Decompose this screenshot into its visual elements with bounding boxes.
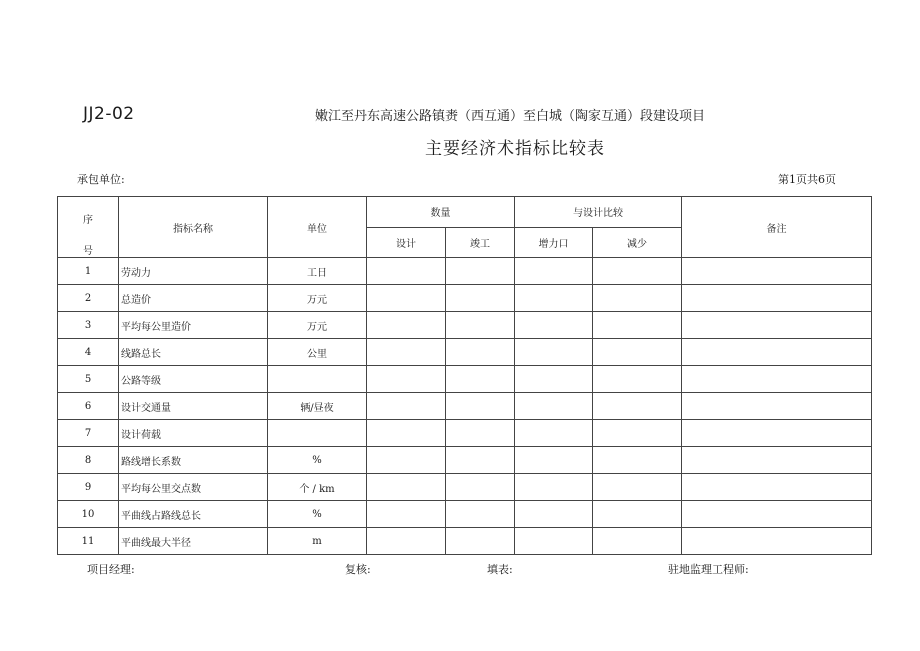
- indicator-unit: [268, 366, 367, 393]
- design-value-cell[interactable]: [367, 366, 446, 393]
- row-number: 9: [58, 474, 119, 501]
- indicator-unit: %: [268, 447, 367, 474]
- increase-value-cell[interactable]: [515, 312, 593, 339]
- indicator-name: 总造价: [119, 285, 268, 312]
- indicator-unit: 辆/昼夜: [268, 393, 367, 420]
- completion-value-cell[interactable]: [446, 474, 515, 501]
- indicator-name: 设计交通量: [119, 393, 268, 420]
- design-value-cell[interactable]: [367, 501, 446, 528]
- completion-value-cell[interactable]: [446, 447, 515, 474]
- decrease-value-cell[interactable]: [593, 474, 682, 501]
- row-number: 1: [58, 258, 119, 285]
- indicator-unit: m: [268, 528, 367, 555]
- indicator-unit: [268, 420, 367, 447]
- indicator-unit: 万元: [268, 312, 367, 339]
- decrease-value-cell[interactable]: [593, 258, 682, 285]
- increase-value-cell[interactable]: [515, 447, 593, 474]
- contractor-label: 承包单位:: [77, 173, 125, 186]
- decrease-value-cell[interactable]: [593, 312, 682, 339]
- increase-value-cell[interactable]: [515, 420, 593, 447]
- remarks-header: 备注: [682, 197, 872, 258]
- indicator-name: 公路等级: [119, 366, 268, 393]
- row-number: 3: [58, 312, 119, 339]
- indicator-name: 劳动力: [119, 258, 268, 285]
- indicator-unit: %: [268, 501, 367, 528]
- form-code: JJ2-02: [83, 104, 135, 124]
- table-row: [58, 312, 872, 339]
- row-number: 4: [58, 339, 119, 366]
- indicator-unit: 公里: [268, 339, 367, 366]
- indicator-name: 平均每公里交点数: [119, 474, 268, 501]
- supervisor-label: 驻地监理工程师:: [668, 563, 749, 576]
- row-number: 11: [58, 528, 119, 555]
- indicator-name: 线路总长: [119, 339, 268, 366]
- indicator-name: 平曲线占路线总长: [119, 501, 268, 528]
- row-number: 2: [58, 285, 119, 312]
- completion-value-cell[interactable]: [446, 339, 515, 366]
- remarks-cell[interactable]: [682, 474, 872, 501]
- table-row: [58, 339, 872, 366]
- increase-value-cell[interactable]: [515, 285, 593, 312]
- remarks-cell[interactable]: [682, 420, 872, 447]
- design-value-cell[interactable]: [367, 312, 446, 339]
- page-info: 第1页共6页: [778, 173, 836, 186]
- decrease-value-cell[interactable]: [593, 501, 682, 528]
- decrease-value-cell[interactable]: [593, 285, 682, 312]
- decrease-value-cell[interactable]: [593, 393, 682, 420]
- indicator-name: 设计荷载: [119, 420, 268, 447]
- decrease-value-cell[interactable]: [593, 339, 682, 366]
- table-row: [58, 501, 872, 528]
- design-value-cell[interactable]: [367, 447, 446, 474]
- filler-label: 填表:: [487, 563, 513, 576]
- indicator-unit: 工日: [268, 258, 367, 285]
- design-value-cell[interactable]: [367, 339, 446, 366]
- table-row: [58, 447, 872, 474]
- indicator-unit: 万元: [268, 285, 367, 312]
- unit-header: 单位: [268, 197, 367, 258]
- table-row: [58, 366, 872, 393]
- table-title: 主要经济术指标比较表: [425, 139, 605, 159]
- increase-value-cell[interactable]: [515, 339, 593, 366]
- seq-header: [58, 197, 119, 258]
- completion-header: 竣工: [446, 227, 515, 258]
- remarks-cell[interactable]: [682, 501, 872, 528]
- design-value-cell[interactable]: [367, 285, 446, 312]
- manager-label: 项目经理:: [87, 563, 135, 576]
- completion-value-cell[interactable]: [446, 393, 515, 420]
- row-number: 7: [58, 420, 119, 447]
- remarks-cell[interactable]: [682, 312, 872, 339]
- increase-value-cell[interactable]: [515, 393, 593, 420]
- completion-value-cell[interactable]: [446, 501, 515, 528]
- completion-value-cell[interactable]: [446, 366, 515, 393]
- quantity-header: 数量: [367, 197, 515, 228]
- design-value-cell[interactable]: [367, 528, 446, 555]
- remarks-cell[interactable]: [682, 528, 872, 555]
- design-value-cell[interactable]: [367, 420, 446, 447]
- increase-value-cell[interactable]: [515, 528, 593, 555]
- design-value-cell[interactable]: [367, 393, 446, 420]
- decrease-value-cell[interactable]: [593, 447, 682, 474]
- row-number: 10: [58, 501, 119, 528]
- remarks-cell[interactable]: [682, 393, 872, 420]
- row-number: 6: [58, 393, 119, 420]
- completion-value-cell[interactable]: [446, 420, 515, 447]
- indicator-name: 路线增长系数: [119, 447, 268, 474]
- table-row: [58, 474, 872, 501]
- indicator-table: [57, 196, 872, 555]
- design-value-cell[interactable]: [367, 258, 446, 285]
- seq-header-bottom: 号: [83, 246, 93, 257]
- increase-header: 增力口: [515, 227, 593, 258]
- remarks-cell[interactable]: [682, 339, 872, 366]
- table-row: [58, 420, 872, 447]
- indicator-name: 平均每公里造价: [119, 312, 268, 339]
- row-number: 5: [58, 366, 119, 393]
- table-row: [58, 528, 872, 555]
- compare-header: 与设计比较: [515, 197, 682, 228]
- increase-value-cell[interactable]: [515, 474, 593, 501]
- seq-header-top: 序: [83, 215, 93, 226]
- decrease-header: 减少: [593, 227, 682, 258]
- indicator-unit: 个 / km: [268, 474, 367, 501]
- completion-value-cell[interactable]: [446, 312, 515, 339]
- increase-value-cell[interactable]: [515, 501, 593, 528]
- row-number: 8: [58, 447, 119, 474]
- increase-value-cell[interactable]: [515, 366, 593, 393]
- reviewer-label: 复核:: [345, 563, 371, 576]
- table-row: [58, 285, 872, 312]
- decrease-value-cell[interactable]: [593, 420, 682, 447]
- design-value-cell[interactable]: [367, 474, 446, 501]
- decrease-value-cell[interactable]: [593, 528, 682, 555]
- table-row: [58, 258, 872, 285]
- decrease-value-cell[interactable]: [593, 366, 682, 393]
- table-row: [58, 393, 872, 420]
- completion-value-cell[interactable]: [446, 528, 515, 555]
- name-header: 指标名称: [119, 197, 268, 258]
- remarks-cell[interactable]: [682, 447, 872, 474]
- indicator-name: 平曲线最大半径: [119, 528, 268, 555]
- remarks-cell[interactable]: [682, 285, 872, 312]
- completion-value-cell[interactable]: [446, 285, 515, 312]
- design-header: 设计: [367, 227, 446, 258]
- project-title: 嫩江至丹东高速公路镇赉（西互通）至白城（陶家互通）段建设项目: [315, 109, 706, 124]
- completion-value-cell[interactable]: [446, 258, 515, 285]
- remarks-cell[interactable]: [682, 366, 872, 393]
- increase-value-cell[interactable]: [515, 258, 593, 285]
- remarks-cell[interactable]: [682, 258, 872, 285]
